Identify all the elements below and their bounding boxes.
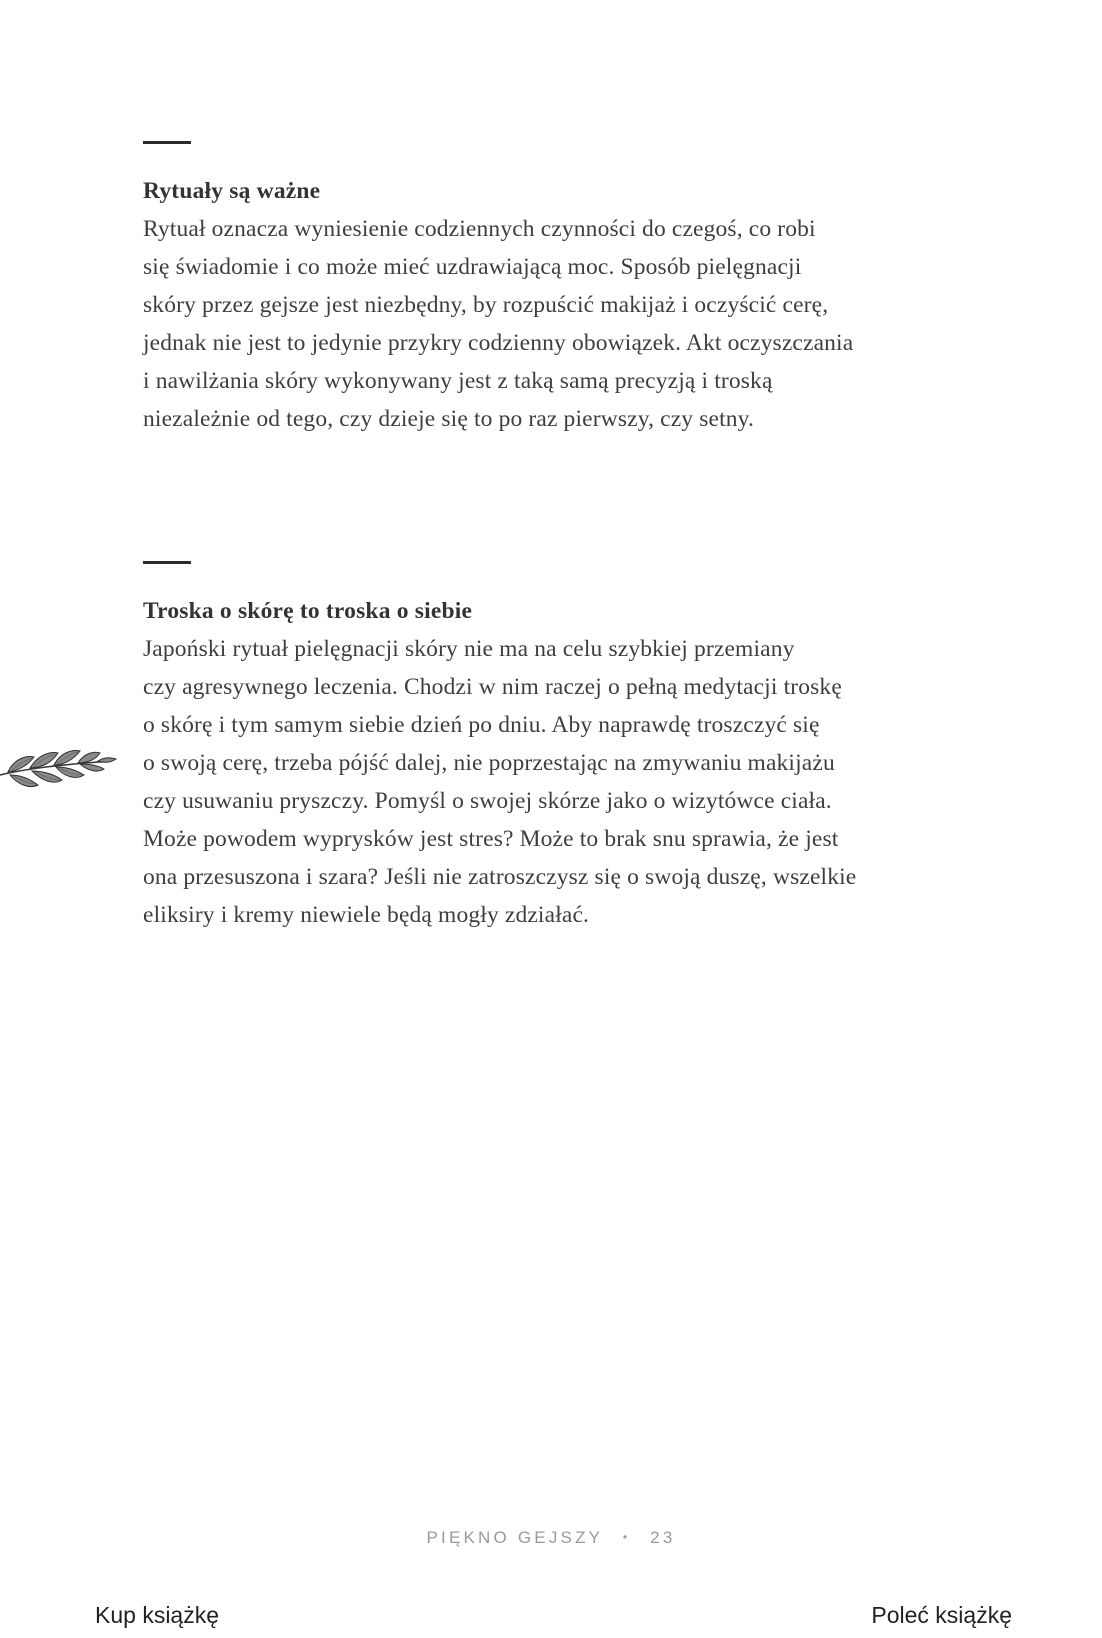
paragraph-line: Rytuał oznacza wyniesienie codziennych czynności do czegoś, co robi <box>143 216 816 242</box>
section-divider <box>143 561 191 564</box>
paragraph-line: ona przesuszona i szara? Jeśli nie zatroszczysz się o swoją duszę, wszelkie <box>143 864 857 890</box>
paragraph-line: się świadomie i co może mieć uzdrawiającą moc. Sposób pielęgnacji <box>143 254 802 280</box>
paragraph-line: o skórę i tym samym siebie dzień po dniu. Aby naprawdę troszczyć się <box>143 712 820 738</box>
section-heading: Rytuały są ważne <box>143 178 321 204</box>
paragraph-line: Japoński rytuał pielęgnacji skóry nie ma na celu szybkiej przemiany <box>143 636 795 662</box>
running-title: PIĘKNO GEJSZY <box>426 1528 603 1547</box>
section-heading: Troska o skórę to troska o siebie <box>143 598 473 624</box>
paragraph-line: i nawilżania skóry wykonywany jest z taką samą precyzją i troską <box>143 368 773 394</box>
paragraph-line: czy usuwaniu pryszczy. Pomyśl o swojej skórze jako o wizytówce ciała. <box>143 788 832 814</box>
page-number: 23 <box>650 1528 676 1547</box>
section-rituals <box>143 141 1003 438</box>
section-body <box>143 210 1003 438</box>
laurel-branch-icon <box>0 725 118 805</box>
page-footer <box>0 1528 1102 1548</box>
paragraph-line: skóry przez gejsze jest niezbędny, by rozpuścić makijaż i oczyścić cerę, <box>143 292 829 318</box>
paragraph-line: eliksiry i kremy niewiele będą mogły zdziałać. <box>143 902 590 928</box>
footer-separator: • <box>622 1529 631 1544</box>
section-body <box>143 630 1003 934</box>
buy-book-link[interactable]: Kup książkę <box>95 1602 220 1628</box>
paragraph-line: jednak nie jest to jedynie przykry codzienny obowiązek. Akt oczyszczania <box>143 330 854 356</box>
paragraph-line: Może powodem wyprysków jest stres? Może to brak snu sprawia, że jest <box>143 826 839 852</box>
paragraph-line: niezależnie od tego, czy dzieje się to po raz pierwszy, czy setny. <box>143 406 755 432</box>
paragraph-line: czy agresywnego leczenia. Chodzi w nim raczej o pełną medytacji troskę <box>143 674 842 700</box>
section-divider <box>143 141 191 144</box>
section-skin-care <box>143 561 1003 934</box>
paragraph-line: o swoją cerę, trzeba pójść dalej, nie poprzestając na zmywaniu makijażu <box>143 750 835 776</box>
recommend-book-link[interactable]: Poleć książkę <box>871 1602 1012 1628</box>
